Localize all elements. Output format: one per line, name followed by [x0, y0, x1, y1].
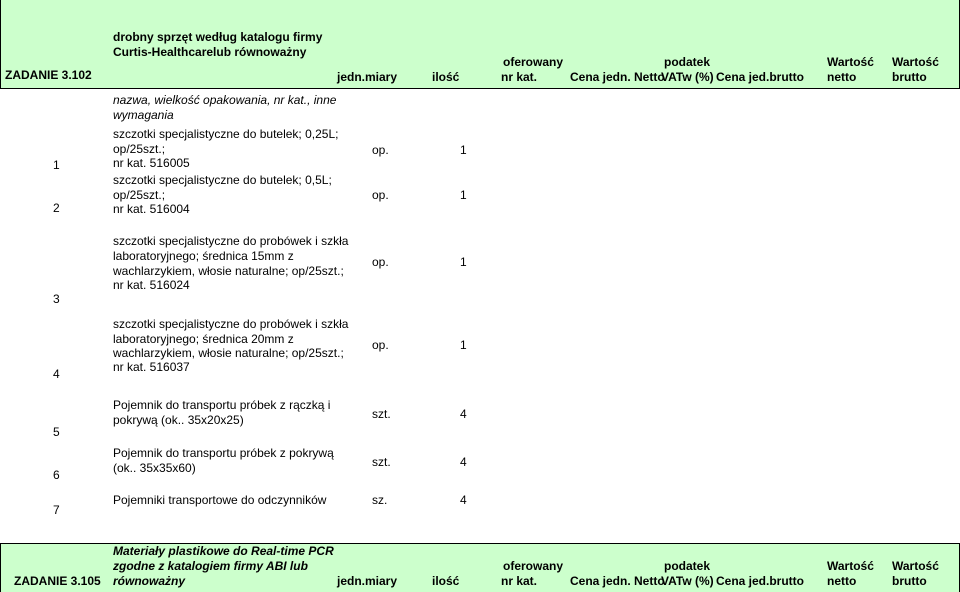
row-description-line: szczotki specjalistyczne do butelek; 0,25L;: [113, 127, 339, 141]
row-unit: op.: [372, 188, 389, 202]
row-description-line: szczotki specjalistyczne do butelek; 0,5L;: [113, 173, 332, 187]
row-description-line: op/25szt.;: [113, 142, 166, 156]
requirements-note-line1: nazwa, wielkość opakowania, nr kat., inne: [113, 93, 337, 107]
col-unit-header-2: jedn.miary: [337, 574, 398, 588]
row-number: 7: [53, 503, 60, 517]
header-band-top: [0, 0, 960, 88]
row-number: 2: [53, 201, 60, 215]
col-unit-price-header-2: Cena jedn. Netto: [570, 574, 665, 588]
col-net-value-header-1: Wartość: [827, 55, 874, 69]
task-title-line1: drobny sprzęt według katalogu firmy: [113, 30, 323, 44]
row-description-line: nr kat. 516005: [113, 156, 190, 170]
row-qty: 1: [460, 143, 467, 157]
row-description-line: Pojemniki transportowe do odczynników: [113, 493, 327, 507]
task-title2-line3: równoważny: [113, 574, 186, 588]
col-gross-value-header2-1: Wartość: [892, 559, 939, 573]
col-gross-unit-price-header: Cena jed.brutto: [716, 70, 805, 84]
row-unit: sz.: [372, 493, 388, 507]
row-number: 3: [53, 292, 60, 306]
row-number: 4: [53, 367, 60, 381]
col-net-value-header-2: netto: [827, 70, 857, 84]
col-net-value-header2-1: Wartość: [827, 559, 874, 573]
row-description-line: Pojemnik do transportu próbek z pokrywą: [113, 446, 334, 460]
row-number: 5: [53, 425, 60, 439]
row-qty: 4: [460, 407, 467, 421]
task-number: ZADANIE 3.102: [5, 68, 92, 82]
task-title2-line2: zgodne z katalogiem firmy ABI lub: [113, 559, 308, 573]
col-vat-header2-1: podatek: [664, 559, 711, 573]
row-qty: 1: [460, 338, 467, 352]
row-description-line: Pojemnik do transportu próbek z rączką i: [113, 398, 331, 412]
col-qty-header: ilość: [432, 70, 460, 84]
col-offered-header-1: oferowany: [503, 55, 564, 69]
grid-line: [0, 543, 1, 592]
row-description-line: laboratoryjnego; średnica 15mm z: [113, 249, 294, 263]
row-description-line: (ok.. 35x35x60): [113, 461, 196, 475]
col-offered-header-2: nr kat.: [501, 70, 538, 84]
col-gross-unit-price-header-2: Cena jed.brutto: [716, 574, 805, 588]
requirements-note-line2: wymagania: [113, 108, 174, 122]
row-description-line: nr kat. 516037: [113, 360, 190, 374]
task-number-2: ZADANIE 3.105: [14, 574, 101, 588]
grid-line: [0, 0, 1, 88]
row-description-line: op/25szt.;: [113, 188, 166, 202]
row-description-line: pokrywą (ok.. 35x20x25): [113, 413, 244, 427]
col-vat-header-2: VATw (%): [661, 70, 714, 84]
col-qty-header-2: ilość: [432, 574, 460, 588]
row-qty: 1: [460, 188, 467, 202]
row-description-line: wachlarzykiem, włosie naturalne; op/25szt.;: [113, 264, 344, 278]
row-unit: szt.: [372, 455, 391, 469]
row-unit: op.: [372, 255, 389, 269]
row-description-line: wachlarzykiem, włosie naturalne; op/25szt.;: [113, 346, 344, 360]
col-unit-header: jedn.miary: [337, 70, 398, 84]
col-gross-value-header-2: brutto: [892, 70, 927, 84]
col-offered-header2-2: nr kat.: [501, 574, 538, 588]
row-unit: op.: [372, 143, 389, 157]
row-description-line: szczotki specjalistyczne do probówek i szkła: [113, 317, 349, 331]
row-description-line: nr kat. 516024: [113, 278, 190, 292]
row-unit: szt.: [372, 407, 391, 421]
row-qty: 4: [460, 455, 467, 469]
col-net-value-header2-2: netto: [827, 574, 857, 588]
row-number: 6: [53, 468, 60, 482]
col-gross-value-header2-2: brutto: [892, 574, 927, 588]
row-number: 1: [53, 158, 60, 172]
col-vat-header2-2: VATw (%): [661, 574, 714, 588]
row-unit: op.: [372, 338, 389, 352]
row-description-line: szczotki specjalistyczne do probówek i szkła: [113, 234, 349, 248]
row-description-line: nr kat. 516004: [113, 202, 190, 216]
col-gross-value-header-1: Wartość: [892, 55, 939, 69]
row-qty: 4: [460, 493, 467, 507]
col-vat-header-1: podatek: [664, 55, 711, 69]
col-unit-price-header: Cena jedn. Netto: [570, 70, 665, 84]
task-title-line2: Curtis-Healthcarelub równoważny: [113, 45, 307, 59]
row-qty: 1: [460, 255, 467, 269]
row-description-line: laboratoryjnego; średnica 20mm z: [113, 332, 294, 346]
task-title2-line1: Materiały plastikowe do Real-time PCR: [113, 544, 334, 558]
grid-line: [0, 88, 960, 89]
col-offered-header2-1: oferowany: [503, 559, 564, 573]
